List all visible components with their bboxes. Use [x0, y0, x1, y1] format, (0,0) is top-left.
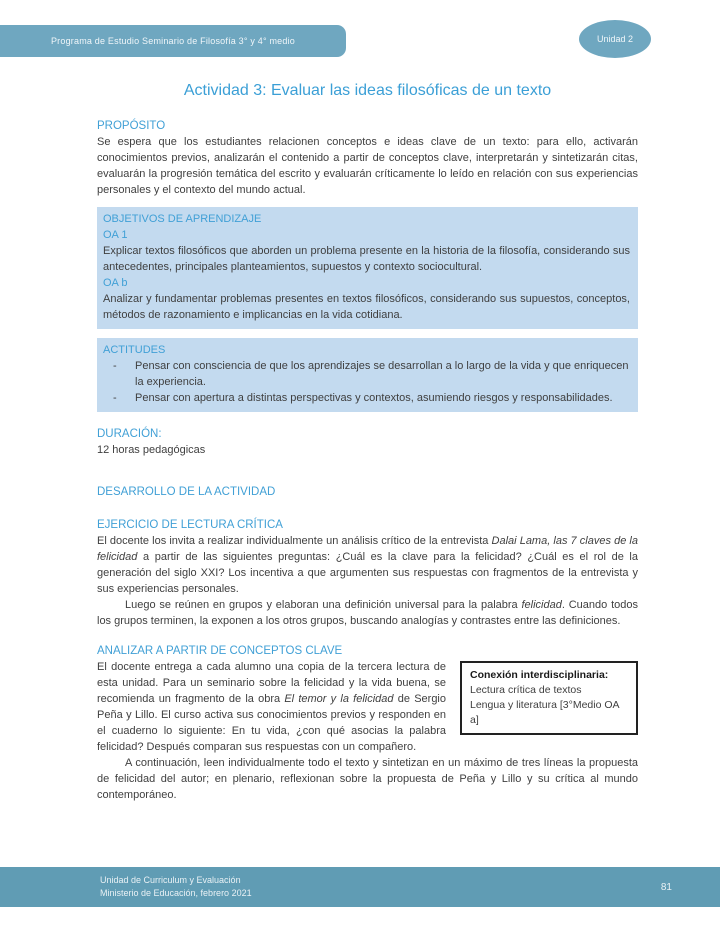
- ejercicio-p1-italic-title: Dalai Lama, las 7 claves de la felicidad: [97, 535, 638, 563]
- analizar-p1-pre: El docente entrega a cada alumno una copia de la tercera lectura de esta unidad. Para un seminario sobre la felicidad y la vida buena, se recomienda un fragmento de la obra: [97, 661, 446, 705]
- oab-code: OA b: [103, 277, 128, 289]
- conexion-line-1: Lectura crítica de textos: [470, 684, 582, 696]
- ejercicio-p1-pre: El docente los invita a realizar individualmente un análisis crítico de la entrevista: [97, 535, 492, 547]
- ejercicio-p2-post: . Cuando todos los grupos terminen, la exponen a los otros grupos, buscando analogías y contrastes entre las definiciones.: [97, 599, 638, 627]
- bullet-marker: -: [113, 392, 117, 404]
- footer-line-1: Unidad de Curriculum y Evaluación: [100, 875, 241, 885]
- actitudes-heading: ACTITUDES: [103, 344, 166, 356]
- unit-badge-label: Unidad 2: [596, 34, 634, 44]
- analizar-p1-italic-title: El temor y la felicidad: [284, 693, 394, 705]
- page-content: [97, 82, 638, 803]
- actitudes-bullet-1-text: Pensar con consciencia de que los aprendizajes se desarrollan a lo largo de la vida y que enriquecen la experiencia.: [135, 360, 629, 388]
- bullet-marker: -: [113, 360, 117, 372]
- actitudes-bullet-2-text: Pensar con apertura a distintas perspectivas y contextos, asumiendo riesgos y responsabilidades.: [135, 392, 613, 404]
- proposito-heading: PROPÓSITO: [97, 120, 166, 132]
- analizar-paragraph-2: A continuación, leen individualmente todo el texto y sintetizan en un máximo de tres líneas la propuesta de felicidad del autor; en plenario, reflexionan sobre la propuesta de Peña y Lillo y su crítica al mundo contemporáneo.: [97, 757, 638, 801]
- objetivos-box: [97, 207, 638, 329]
- ejercicio-paragraph-1: [97, 533, 638, 597]
- page-number: 81: [660, 881, 672, 893]
- header-program-bar: [0, 25, 346, 57]
- conexion-title: Conexión interdisciplinaria:: [470, 669, 609, 681]
- ejercicio-p2-italic-word: felicidad: [521, 599, 562, 611]
- ejercicio-p1-post: a partir de las siguientes preguntas: ¿Cuál es la clave para la felicidad? ¿Cuál es el rol de la generación del siglo XXI? Los incentiva a que argumenten sus respuestas con fragmentos de la entrevista y sus experiencias personales.: [97, 551, 638, 595]
- conexion-interdisciplinaria-box: [460, 661, 638, 735]
- analizar-p1-post: de Sergio Peña y Lillo. El curso activa sus conocimientos previos y responden en el cuaderno lo siguiente: En tu vida, ¿con qué asocias la palabra felicidad? Después comparan sus respuestas con un compañero.: [97, 693, 446, 753]
- ejercicio-heading: EJERCICIO DE LECTURA CRÍTICA: [97, 519, 283, 531]
- footer-credits: [100, 874, 252, 900]
- analizar-heading: ANALIZAR A PARTIR DE CONCEPTOS CLAVE: [97, 645, 343, 657]
- header-program-label: Programa de Estudio Seminario de Filosofía 3° y 4° medio: [50, 36, 295, 46]
- oa1-code: OA 1: [103, 229, 128, 241]
- conexion-line-2: Lengua y literatura [3°Medio OA a]: [470, 699, 619, 726]
- oab-text: Analizar y fundamentar problemas presentes en textos filosóficos, considerando sus supuestos, conceptos, métodos de razonamiento e implicancias en la vida cotidiana.: [103, 293, 630, 321]
- desarrollo-heading: DESARROLLO DE LA ACTIVIDAD: [97, 486, 276, 498]
- ejercicio-paragraph-2: [97, 597, 638, 629]
- analizar-section: [97, 659, 638, 803]
- actitudes-box: [97, 338, 638, 412]
- unit-badge: [579, 20, 651, 58]
- proposito-paragraph: Se espera que los estudiantes relacionen conceptos e ideas clave de un texto: para ello, activarán conocimientos previos, analizarán el contenido a partir de conceptos clave, interpretarán y sintetizarán citas, evaluarán la progresión temática del escrito y evaluarán críticamente lo leído en relación con sus experiencias personales y el contexto del mundo actual.: [97, 136, 638, 196]
- oa1-text: Explicar textos filosóficos que aborden un problema presente en la historia de la filosofía, considerando sus antecedentes, principales planteamientos, supuestos y contexto sociocultural.: [103, 245, 630, 273]
- duracion-value: 12 horas pedagógicas: [97, 444, 206, 456]
- activity-title: Actividad 3: Evaluar las ideas filosóficas de un texto: [183, 82, 552, 99]
- ejercicio-p2-pre: Luego se reúnen en grupos y elaboran una definición universal para la palabra: [125, 599, 522, 611]
- objetivos-heading: OBJETIVOS DE APRENDIZAJE: [103, 213, 262, 225]
- duracion-heading: DURACIÓN:: [97, 428, 162, 440]
- footer-line-2: Ministerio de Educación, febrero 2021: [100, 888, 252, 898]
- footer-bar: [0, 867, 720, 907]
- actitudes-bullet-2: [103, 390, 630, 406]
- actitudes-bullet-1: [103, 358, 630, 390]
